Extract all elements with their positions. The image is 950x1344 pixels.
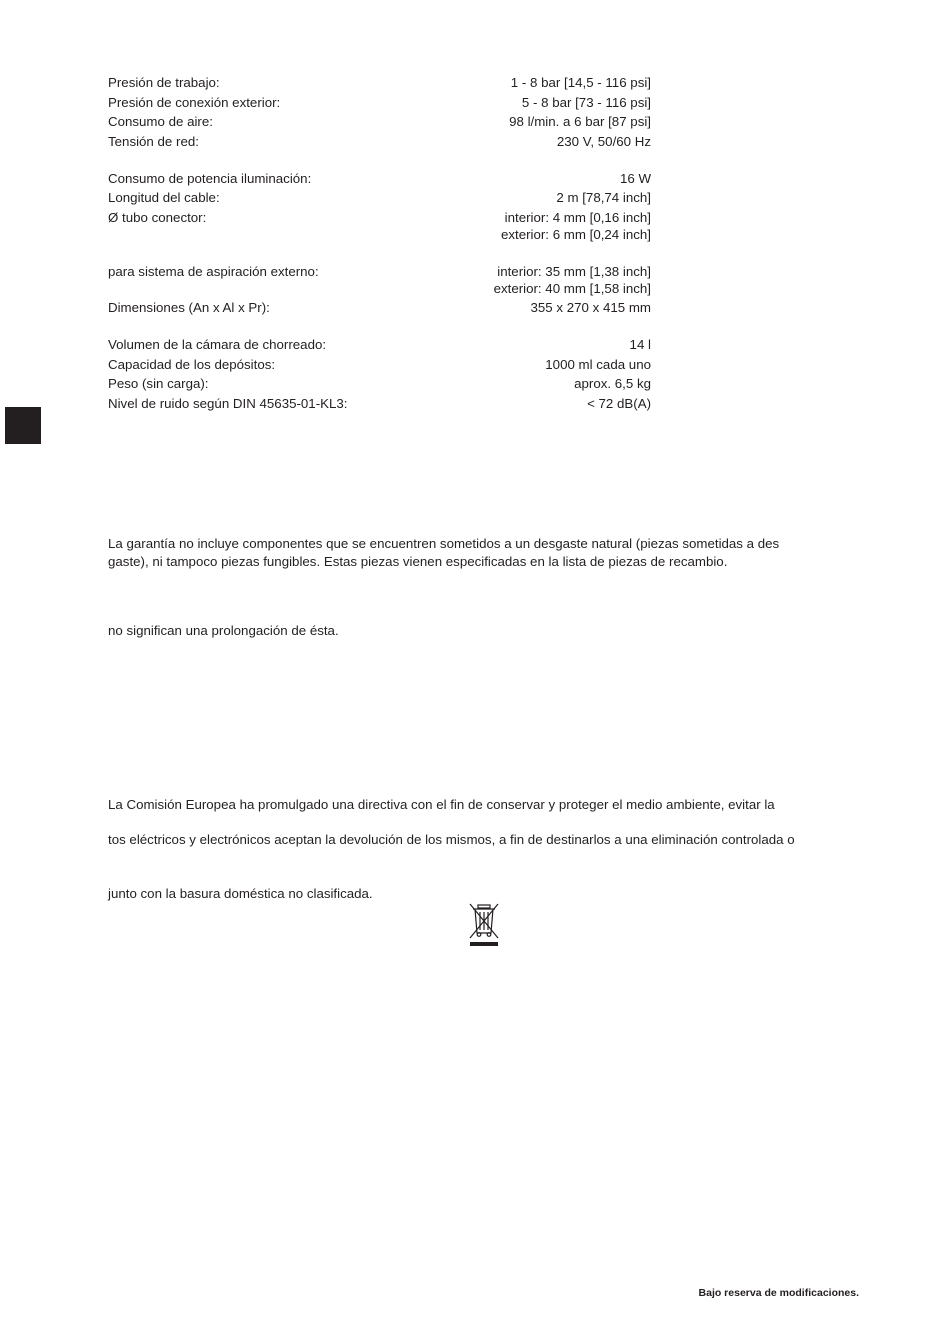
spec-value: exterior: 6 mm [0,24 inch]: [500, 227, 651, 242]
disposal-text-line: La Comisión Europea ha promulgado una directiva con el fin de conservar y proteger el medio ambiente, evitar la: [108, 797, 775, 812]
spec-value: 14 l: [629, 337, 651, 352]
spec-label: Dimensiones (An x Al x Pr):: [108, 300, 270, 315]
spec-label: Tensión de red:: [108, 134, 199, 149]
spec-label: Peso (sin carga):: [108, 376, 209, 391]
spec-value: 1000 ml cada uno: [545, 357, 651, 372]
spec-value: exterior: 40 mm [1,58 inch]: [493, 281, 651, 296]
spec-label: Longitud del cable:: [108, 190, 220, 205]
spec-value: 98 l/min. a 6 bar [87 psi]: [509, 114, 651, 129]
warranty-text-line: gaste), ni tampoco piezas fungibles. Estas piezas vienen especificadas en la lista de piezas de recambio.: [108, 554, 728, 569]
section-tab-marker: [5, 407, 41, 444]
spec-label: Presión de trabajo:: [108, 75, 220, 90]
spec-label: para sistema de aspiración externo:: [108, 264, 319, 279]
spec-value: aprox. 6,5 kg: [574, 376, 651, 391]
spec-value: 230 V, 50/60 Hz: [556, 134, 651, 149]
disposal-text-line: junto con la basura doméstica no clasificada.: [108, 886, 373, 901]
warranty-text-line: La garantía no incluye componentes que se encuentren sometidos a un desgaste natural (piezas sometidas a des: [108, 536, 780, 551]
spec-label: Presión de conexión exterior:: [108, 95, 281, 110]
spec-value: 1 - 8 bar [14,5 - 116 psi]: [510, 75, 651, 90]
spec-value: 16 W: [619, 171, 651, 186]
spec-label: Volumen de la cámara de chorreado:: [108, 337, 327, 352]
spec-value: 5 - 8 bar [73 - 116 psi]: [521, 95, 651, 110]
warranty-text-line: no significan una prolongación de ésta.: [108, 623, 339, 638]
spec-value: interior: 4 mm [0,16 inch]: [504, 210, 651, 225]
disposal-text-line: tos eléctricos y electrónicos aceptan la devolución de los mismos, a fin de destinarlos a una eliminación controlada o: [108, 832, 795, 847]
spec-label: Consumo de potencia iluminación:: [108, 171, 312, 186]
spec-value: 2 m [78,74 inch]: [556, 190, 651, 205]
footer-note: Bajo reserva de modificaciones.: [698, 1287, 859, 1299]
spec-value: 355 x 270 x 415 mm: [530, 300, 651, 315]
spec-value: < 72 dB(A): [587, 396, 651, 411]
spec-label: Consumo de aire:: [108, 114, 213, 129]
weee-crossed-bin-icon: [466, 902, 502, 948]
spec-label: Capacidad de los depósitos:: [108, 357, 276, 372]
spec-value: interior: 35 mm [1,38 inch]: [497, 264, 651, 279]
spec-label: Ø tubo conector:: [108, 210, 207, 225]
spec-label: Nivel de ruido según DIN 45635-01-KL3:: [108, 396, 348, 411]
